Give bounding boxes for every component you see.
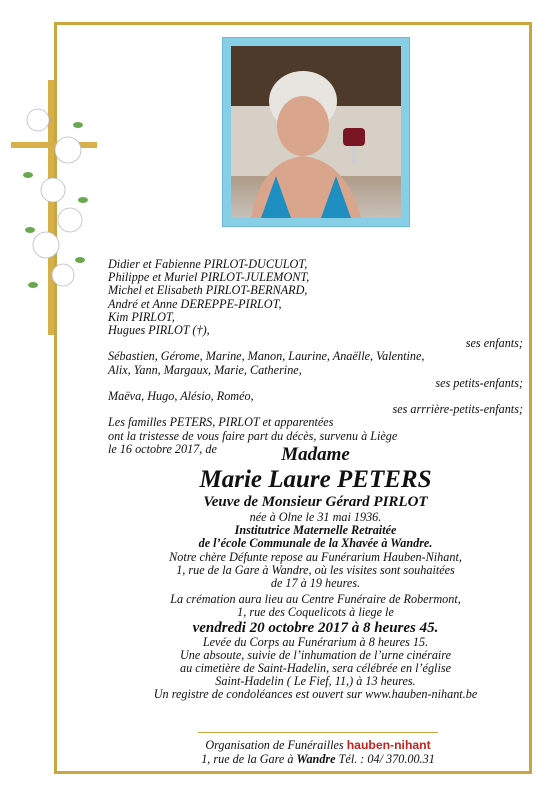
- announcement-line: le 16 octobre 2017, de: [108, 441, 217, 456]
- obituary-main: [108, 441, 523, 702]
- title-madame: Madame: [281, 444, 350, 465]
- address-tel: Tél. : 04/ 370.00.31: [338, 752, 435, 766]
- cremation-line: 1, rue des Coquelicots à liege le: [237, 605, 394, 620]
- family-line: Kim PIRLOT,: [108, 309, 175, 324]
- family-line: André et Anne DEREPPE-PIRLOT,: [108, 296, 282, 311]
- repose-line: Notre chère Défunte repose au Funérarium Hauben-Nihant,: [169, 549, 462, 564]
- levee-line: Levée du Corps au Funérarium à 8 heures 15.: [202, 634, 429, 649]
- repose-line: de 17 à 19 heures.: [270, 576, 361, 591]
- address-line: [108, 752, 528, 766]
- children-label: ses enfants;: [465, 336, 523, 351]
- grandchildren-label: ses petits-enfants;: [435, 375, 523, 390]
- address-prefix: 1, rue de la Gare à: [201, 752, 294, 766]
- announcement-line: Les familles PETERS, PIRLOT et apparentées: [108, 415, 334, 430]
- great-grandchildren-label: ses arrrière-petits-enfants;: [392, 402, 523, 417]
- deceased-name: Marie Laure PETERS: [199, 466, 432, 493]
- address-city: Wandre: [296, 752, 336, 766]
- widow-of: Veuve de Monsieur Gérard PIRLOT: [203, 494, 428, 510]
- portrait-photo: [231, 46, 401, 218]
- grandchildren-line: Alix, Yann, Margaux, Marie, Catherine,: [108, 362, 302, 377]
- birth-info: née à Olne le 31 mai 1936.: [249, 510, 382, 524]
- family-list: [108, 258, 523, 456]
- organisation-label: Organisation de Funérailles: [205, 738, 344, 752]
- absoute-line: au cimetière de Saint-Hadelin, sera célébrée en l’église: [180, 661, 451, 676]
- great-grandchildren-line: Maëva, Hugo, Alésio, Roméo,: [108, 389, 254, 404]
- announcement-line: ont la tristesse de vous faire part du décès, survenu à Liège: [108, 428, 398, 443]
- family-line: Philippe et Muriel PIRLOT-JULEMONT,: [108, 270, 310, 285]
- repose-line: 1, rue de la Gare à Wandre, où les visites sont souhaitées: [176, 562, 455, 577]
- cremation-line: La crémation aura lieu au Centre Funéraire de Robermont,: [170, 592, 461, 607]
- footer: [108, 738, 528, 766]
- footer-separator: [198, 732, 438, 733]
- profession-line: Institutrice Maternelle Retraitée: [234, 523, 397, 538]
- portrait-photo-frame: [223, 38, 409, 226]
- organisation-line: [108, 738, 528, 752]
- family-line: Michel et Elisabeth PIRLOT-BERNARD,: [108, 283, 308, 298]
- family-line: Hugues PIRLOT (†),: [108, 323, 210, 338]
- registre-line: Un registre de condoléances est ouvert sur www.hauben-nihant.be: [153, 687, 478, 702]
- brand-name: hauben-nihant: [346, 738, 431, 752]
- grandchildren-line: Sébastien, Gérome, Marine, Manon, Laurine, Anaëlle, Valentine,: [108, 349, 425, 364]
- cross-with-flowers-icon: [8, 80, 103, 335]
- absoute-line: Une absoute, suivie de l’inhumation de l’urne cinéraire: [180, 647, 451, 662]
- family-line: Didier et Fabienne PIRLOT-DUCULOT,: [108, 257, 308, 271]
- profession-line: de l’école Communale de la Xhavée à Wandre.: [198, 536, 433, 551]
- absoute-line: Saint-Hadelin ( Le Fief, 11,) à 13 heures.: [215, 674, 416, 689]
- portrait-illustration: [231, 46, 401, 218]
- cremation-date: vendredi 20 octobre 2017 à 8 heures 45.: [192, 619, 439, 636]
